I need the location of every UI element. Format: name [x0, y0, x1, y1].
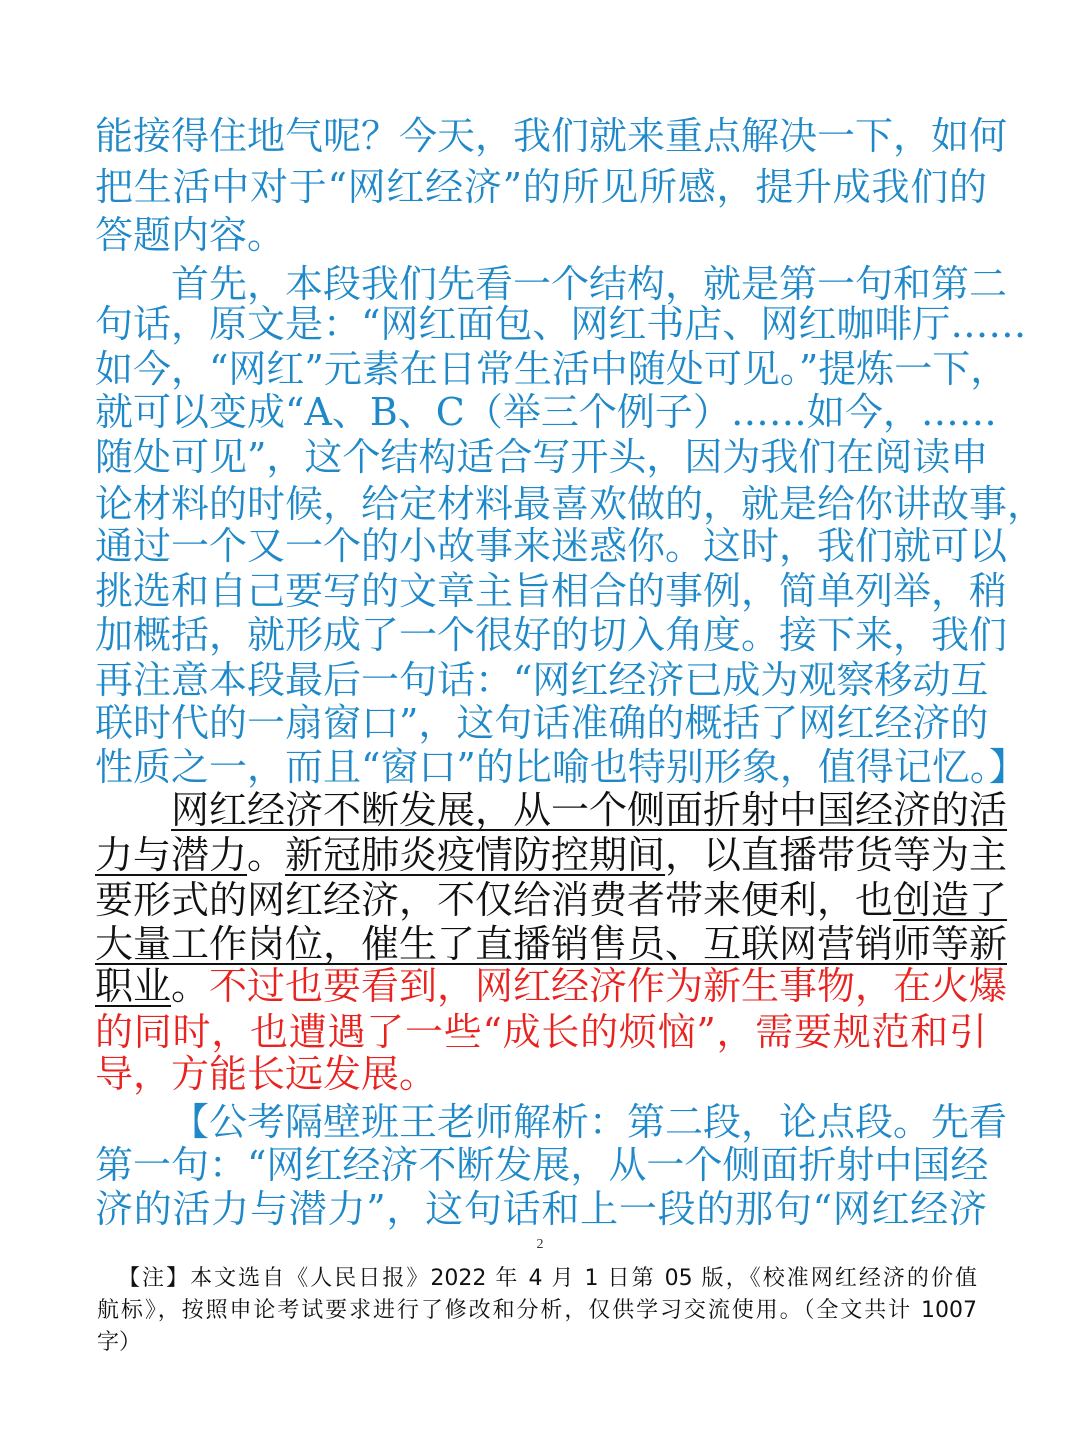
- underlined-text: 新冠肺炎疫情防控期间: [285, 833, 666, 877]
- text-segment: 济的活力与潜力”，这句话和上一段的那句“网红经济: [95, 1187, 987, 1231]
- text-segment: ，以直播带货等为主: [665, 833, 1008, 877]
- text-segment: 要形式的网红经济，不仅给消费者带来便利，也: [95, 878, 894, 922]
- underlined-text: 大量工作岗位，催生了直播销售员、互联网营销师等新: [95, 922, 1008, 966]
- text-segment: 。: [247, 833, 286, 877]
- text-segment: 答题内容。: [95, 213, 286, 257]
- text-segment: 随处可见”，这个结构适合写开头，因为我们在阅读申: [95, 435, 989, 479]
- body-line: [95, 1181, 987, 1237]
- highlighted-text: 不过也要看到，网红经济作为新生事物，在火爆: [209, 964, 1008, 1008]
- text-segment: 就可以变成“A、B、C（举三个例子）……如今，……: [95, 390, 997, 434]
- text-segment: 首先，本段我们先看一个结构，就是第一句和第二: [171, 262, 1008, 306]
- text-segment: 的同时，也遭遇了一些“成长的烦恼”，需要规范和引: [95, 1010, 987, 1054]
- text-segment: 能接得住地气呢？今天，我们就来重点解决一下，如何: [95, 114, 1008, 158]
- text-segment: 性质之一，而且“窗口”的比喻也特别形象，值得记忆。】: [95, 745, 1027, 789]
- footnote-line: 【注】本文选自《人民日报》2022 年 4 月 1 日第 05 版，《校准网红经济的价值: [118, 1266, 977, 1291]
- footnote-line: 航标》，按照申论考试要求进行了修改和分析，仅供学习交流使用。（全文共计 1007: [97, 1298, 977, 1323]
- text-segment: 。: [171, 964, 210, 1008]
- body-line: [95, 108, 1008, 164]
- underlined-text: 力与潜力: [95, 833, 248, 877]
- text-segment: 联时代的一扇窗口”，这句话准确的概括了网红经济的: [95, 701, 989, 745]
- underlined-text: 网红经济不断发展，从一个侧面折射中国经济的活: [171, 788, 1008, 832]
- text-segment: 句话，原文是：“网红面包、网红书店、网红咖啡厅……: [95, 302, 1027, 346]
- text-segment: 论材料的时候，给定材料最喜欢做的，就是给你讲故事，: [95, 482, 1046, 526]
- underlined-text: 创造了: [893, 878, 1008, 922]
- page-number: 2: [536, 1237, 544, 1252]
- footnote-line: 字）: [97, 1330, 142, 1355]
- body-line: [95, 207, 987, 263]
- text-segment: 第一句：“网红经济不断发展，从一个侧面折射中国经: [95, 1143, 989, 1187]
- text-segment: 通过一个又一个的小故事来迷惑你。这时，我们就可以: [95, 524, 1008, 568]
- text-segment: 【公考隔壁班王老师解析：第二段，论点段。先看: [171, 1100, 1008, 1144]
- underlined-text: 职业: [95, 964, 172, 1008]
- text-segment: 加概括，就形成了一个很好的切入角度。接下来，我们: [95, 613, 1008, 657]
- text-segment: 导，方能长远发展。: [95, 1052, 438, 1096]
- text-segment: 把生活中对于“网红经济”的所见所感，提升成我们的: [95, 165, 987, 209]
- text-segment: 挑选和自己要写的文章主旨相合的事例，简单列举，稍: [95, 569, 1008, 613]
- text-segment: 再注意本段最后一句话：“网红经济已成为观察移动互: [95, 658, 989, 702]
- text-segment: 如今，“网红”元素在日常生活中随处可见。”提炼一下，: [95, 347, 1009, 391]
